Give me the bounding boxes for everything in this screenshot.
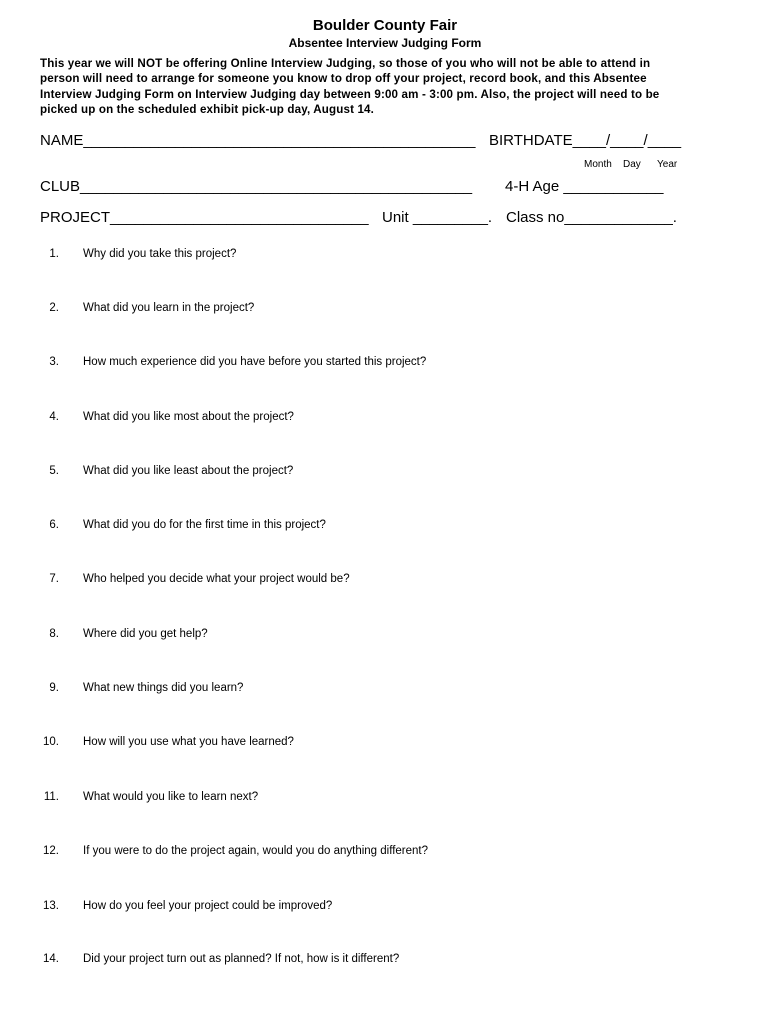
unit-field[interactable]: Unit _________. bbox=[382, 209, 493, 226]
question-number: 3. bbox=[49, 356, 59, 368]
question-number: 12. bbox=[43, 845, 59, 857]
question-text: Why did you take this project? bbox=[83, 248, 237, 260]
question-text: Did your project turn out as planned? If not, how is it different? bbox=[83, 953, 400, 965]
question-text: Who helped you decide what your project would be? bbox=[83, 573, 350, 585]
question-number: 10. bbox=[43, 736, 59, 748]
intro-line: Interview Judging Form on Interview Judging day between 9:00 am - 3:00 pm. Also, the project will need to be bbox=[40, 87, 660, 101]
year-label: Year bbox=[657, 159, 678, 170]
question-text: How do you feel your project could be improved? bbox=[83, 900, 333, 912]
intro-line: This year we will NOT be offering Online Interview Judging, so those of you who will not be able to attend in bbox=[40, 57, 651, 70]
project-field[interactable]: PROJECT_______________________________ bbox=[40, 209, 369, 226]
question-text: What did you like most about the project? bbox=[83, 411, 294, 423]
question-number: 13. bbox=[43, 900, 59, 912]
question-text: What did you learn in the project? bbox=[83, 302, 255, 314]
question-text: What did you do for the first time in this project? bbox=[83, 519, 326, 531]
month-label: Month bbox=[584, 159, 612, 170]
intro-line: person will need to arrange for someone you know to drop off your project, record book, and this Absentee bbox=[40, 72, 647, 86]
birthdate-field[interactable]: BIRTHDATE____/____/____ bbox=[489, 132, 682, 149]
question-number: 5. bbox=[49, 465, 59, 477]
question-number: 2. bbox=[49, 302, 59, 314]
intro-paragraph bbox=[40, 56, 720, 118]
form-subtitle: Absentee Interview Judging Form bbox=[288, 36, 482, 50]
question-text: How much experience did you have before you started this project? bbox=[83, 356, 427, 368]
question-text: What would you like to learn next? bbox=[83, 791, 259, 803]
question-number: 9. bbox=[49, 682, 59, 694]
question-number: 11. bbox=[43, 791, 59, 803]
4h-age-field[interactable]: 4-H Age ____________ bbox=[505, 178, 664, 195]
question-text: What did you like least about the project? bbox=[83, 465, 294, 477]
name-field[interactable]: NAME_______________________________________________ bbox=[40, 132, 476, 149]
question-number: 8. bbox=[49, 628, 59, 640]
question-number: 14. bbox=[43, 953, 59, 965]
question-text: What new things did you learn? bbox=[83, 682, 244, 694]
form-title: Boulder County Fair bbox=[312, 17, 458, 34]
question-number: 7. bbox=[49, 573, 59, 585]
question-number: 1. bbox=[49, 248, 59, 260]
question-text: Where did you get help? bbox=[83, 628, 208, 640]
question-number: 4. bbox=[49, 411, 59, 423]
question-number: 6. bbox=[49, 519, 59, 531]
club-field[interactable]: CLUB_______________________________________________ bbox=[40, 178, 473, 195]
intro-line: picked up on the scheduled exhibit pick-up day, August 14. bbox=[40, 103, 375, 117]
question-text: If you were to do the project again, would you do anything different? bbox=[83, 845, 429, 857]
class-no-field[interactable]: Class no_____________. bbox=[506, 209, 677, 226]
question-text: How will you use what you have learned? bbox=[83, 736, 294, 748]
day-label: Day bbox=[623, 159, 641, 170]
